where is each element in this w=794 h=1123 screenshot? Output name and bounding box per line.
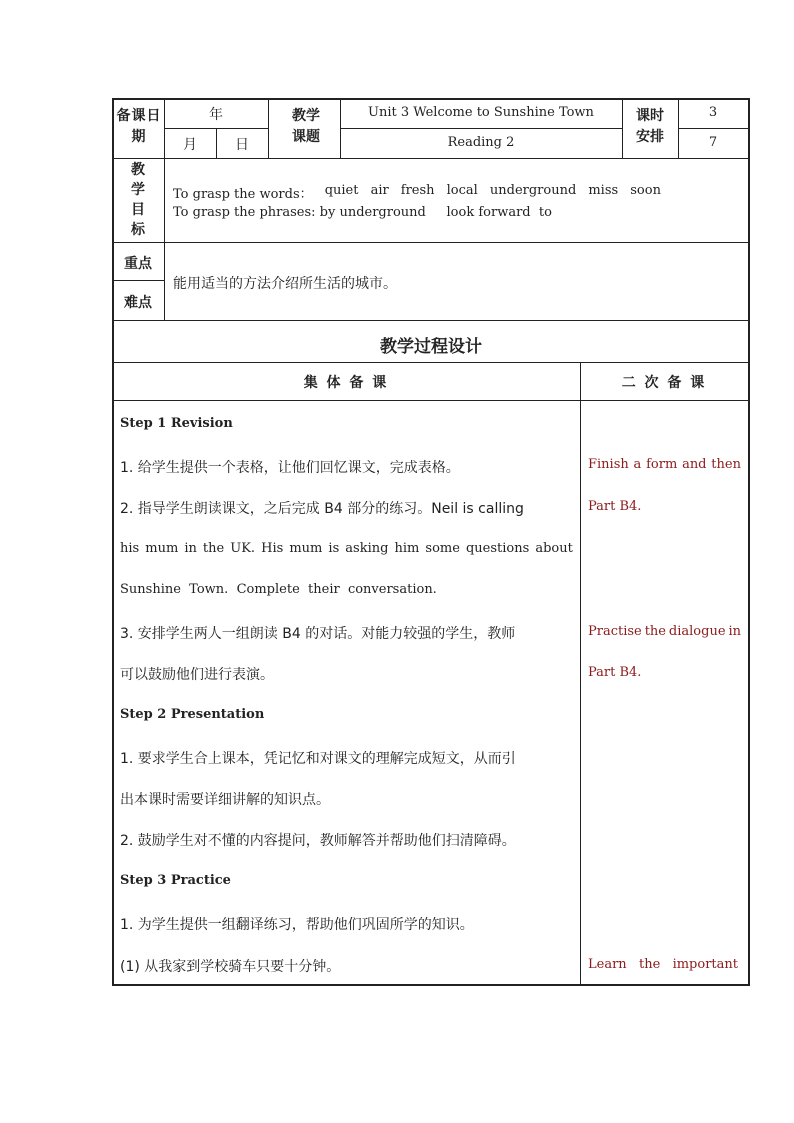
- note2-line1: Practise the dialogue in: [588, 624, 741, 639]
- process-title: 教学过程设计: [380, 337, 482, 357]
- year-label: 年: [209, 107, 223, 123]
- step1-item2-line1: 2. 指导学生朗读课文，之后完成 B4 部分的练习。Neil is calling: [120, 501, 524, 517]
- difficult-points-label: 难点: [124, 295, 152, 311]
- step2-item1-line1: 1. 要求学生合上课本，凭记忆和对课文的理解完成短文，从而引: [120, 751, 516, 767]
- topic-label: 教学课题: [292, 108, 320, 145]
- table-border-bottom: [112, 984, 750, 986]
- step1-title: Step 1 Revision: [120, 416, 233, 431]
- collective-prep-header: 集 体 备 课: [303, 375, 389, 391]
- goal-word: miss: [588, 183, 619, 198]
- step2-item2: 2. 鼓励学生对不懂的内容提问，教师解答并帮助他们扫清障碍。: [120, 833, 516, 849]
- note3-line1: Learn the important: [588, 957, 738, 972]
- step3-item1: 1. 为学生提供一组翻译练习，帮助他们巩固所学的知识。: [120, 917, 474, 933]
- note1-line2: Part B4.: [588, 499, 642, 514]
- goal-word: quiet: [324, 183, 359, 198]
- goals-label: 教学目标: [131, 162, 145, 238]
- table-border-right: [748, 98, 750, 986]
- step3-title: Step 3 Practice: [120, 873, 231, 888]
- table-border-top: [112, 98, 750, 100]
- goal-word: soon: [630, 183, 661, 198]
- step2-title: Step 2 Presentation: [120, 707, 265, 722]
- unit-title: Unit 3 Welcome to Sunshine Town: [368, 105, 594, 120]
- step1-item1: 1. 给学生提供一个表格，让他们回忆课文，完成表格。: [120, 460, 460, 476]
- goals-words-line: [173, 183, 661, 202]
- prep-date-label: 备课日期: [116, 108, 162, 145]
- period-current: 7: [708, 135, 718, 150]
- step1-item2-line2: his mum in the UK. His mum is asking him some questions about: [120, 541, 573, 556]
- goal-word: local: [446, 183, 478, 198]
- focus-text: 能用适当的方法介绍所生活的城市。: [173, 276, 397, 292]
- lesson-title: Reading 2: [447, 135, 515, 150]
- goal-word: air: [370, 183, 389, 198]
- step1-item3-line1: 3. 安排学生两人一组朗读 B4 的对话。对能力较强的学生，教师: [120, 626, 516, 642]
- period-total: 3: [708, 105, 718, 120]
- step3-item1-sub1: (1) 从我家到学校骑车只要十分钟。: [120, 959, 341, 975]
- goal-word: underground: [489, 183, 577, 198]
- schedule-label: 课时安排: [636, 108, 664, 145]
- step1-item3-line2: 可以鼓励他们进行表演。: [120, 667, 274, 683]
- goal-word: fresh: [400, 183, 435, 198]
- step2-item1-line2: 出本课时需要详细讲解的知识点。: [120, 792, 330, 808]
- table-border-left: [112, 98, 114, 986]
- step1-item2-line3: Sunshine Town. Complete their conversation.: [120, 582, 437, 597]
- goals-phrases-line: To grasp the phrases: by underground look forward to: [173, 205, 552, 220]
- note1-line1: Finish a form and then: [588, 457, 741, 472]
- day-label: 日: [235, 137, 249, 153]
- key-points-label: 重点: [124, 256, 152, 272]
- note2-line2: Part B4.: [588, 665, 642, 680]
- month-label: 月: [183, 137, 197, 153]
- second-prep-header: 二 次 备 课: [621, 375, 707, 391]
- goals-words-prefix: To grasp the words：: [173, 187, 313, 202]
